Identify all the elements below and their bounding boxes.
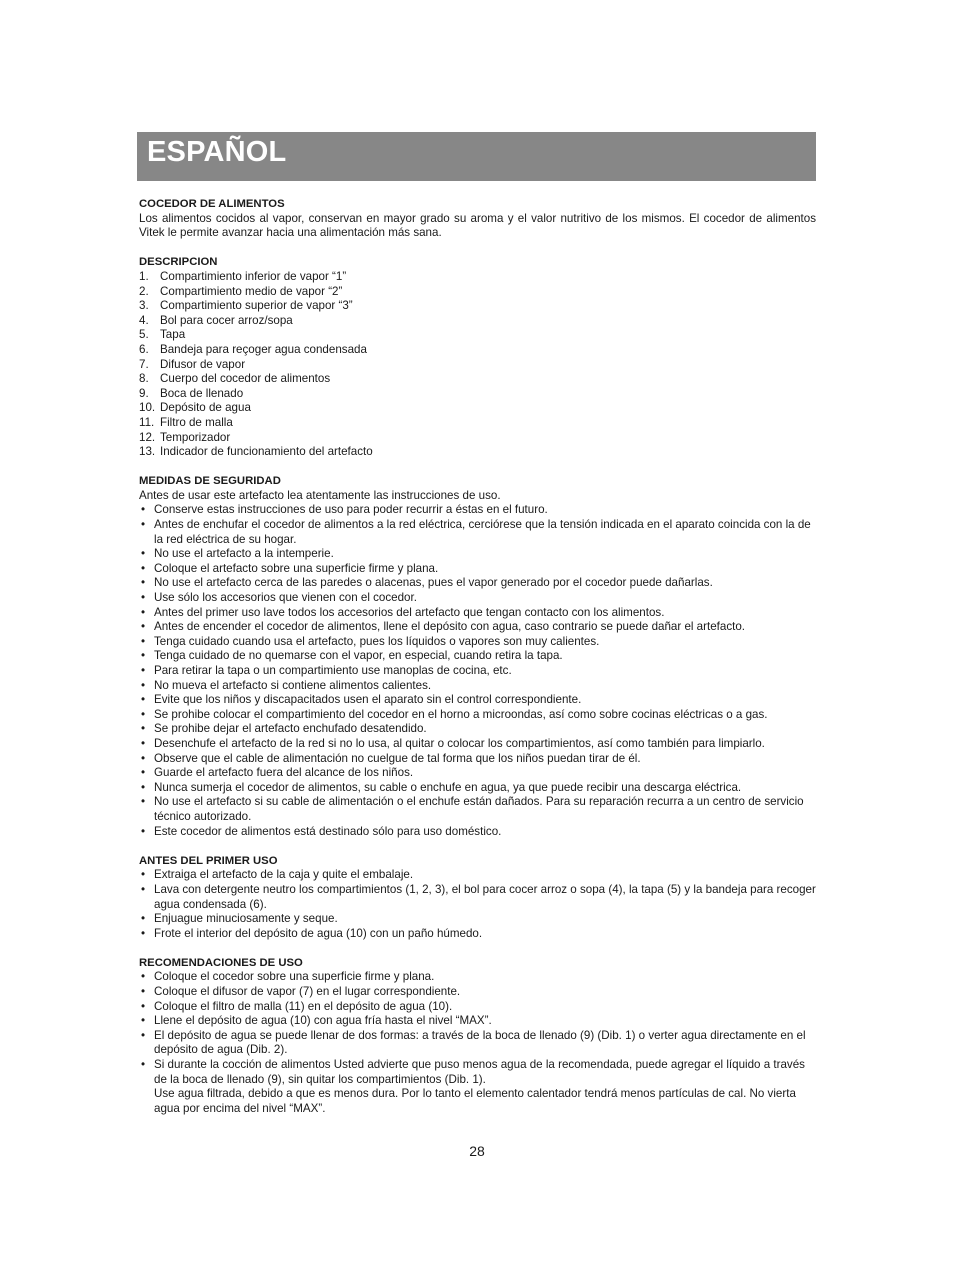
- bullet-icon: •: [141, 1058, 146, 1072]
- bullet-icon: •: [141, 985, 146, 999]
- item-text: Boca de llenado: [160, 386, 244, 400]
- list-item: [139, 970, 816, 985]
- item-text: Difusor de vapor: [160, 357, 246, 371]
- bullet-icon: •: [141, 707, 146, 721]
- bullet-icon: •: [141, 751, 146, 765]
- item-text: Desenchufe el artefacto de la red si no lo usa, al quitar o colocar los compartimientos, así como también para limpiarlo.: [154, 736, 765, 750]
- bullet-icon: •: [141, 795, 146, 809]
- list-item: [139, 752, 816, 767]
- item-number: 4.: [139, 313, 149, 327]
- item-text: No use el artefacto cerca de las paredes o alacenas, pues el vapor generado por el cocedor puede dañarlas.: [154, 576, 713, 590]
- item-text: Coloque el artefacto sobre una superficie firme y plana.: [154, 561, 439, 575]
- section-recomendaciones: [139, 956, 816, 1117]
- list-item: [139, 781, 816, 796]
- list-item: [139, 664, 816, 679]
- language-title: ESPAÑOL: [147, 136, 287, 168]
- bullet-icon: •: [141, 518, 146, 532]
- section-primer-uso: [139, 854, 816, 942]
- bullet-icon: •: [141, 780, 146, 794]
- list-item: [139, 825, 816, 840]
- item-number: 13.: [139, 445, 156, 459]
- list-item: [139, 343, 816, 358]
- section-heading: COCEDOR DE ALIMENTOS: [139, 198, 285, 210]
- item-number: 6.: [139, 342, 149, 356]
- item-number: 3.: [139, 299, 149, 313]
- list-item: [139, 270, 816, 285]
- list-item: [139, 314, 816, 329]
- item-text: Bol para cocer arroz/sopa: [160, 313, 293, 327]
- item-text: Llene el depósito de agua (10) con agua fría hasta el nivel “MAX”.: [154, 1014, 492, 1028]
- list-item: [139, 299, 816, 314]
- item-text: Este cocedor de alimentos está destinado sólo para uso doméstico.: [154, 824, 502, 838]
- bullet-icon: •: [141, 736, 146, 750]
- section-heading: RECOMENDACIONES DE USO: [139, 956, 303, 969]
- item-number: 11.: [139, 415, 155, 429]
- bullet-icon: •: [141, 926, 146, 940]
- list-item: [139, 285, 816, 300]
- item-number: 5.: [139, 328, 149, 342]
- list-item: [139, 445, 816, 460]
- first-use-list: [139, 868, 816, 941]
- bullet-icon: •: [141, 605, 146, 619]
- item-text: No use el artefacto a la intemperie.: [154, 547, 334, 561]
- bullet-icon: •: [141, 678, 146, 692]
- bullet-icon: •: [141, 882, 146, 896]
- bullet-icon: •: [141, 824, 146, 838]
- list-item: [139, 1029, 816, 1058]
- item-text: Evite que los niños y discapacitados usen el aparato sin el control correspondiente.: [154, 693, 582, 707]
- list-item: [139, 883, 816, 912]
- item-text: Guarde el artefacto fuera del alcance de los niños.: [154, 766, 414, 780]
- section-intro: Antes de usar este artefacto lea atentamente las instrucciones de uso.: [139, 488, 501, 502]
- item-text: Tenga cuidado cuando usa el artefacto, pues los líquidos o vapores son muy calientes.: [154, 634, 600, 648]
- language-banner: [137, 132, 816, 181]
- document-body: [139, 197, 816, 1131]
- item-number: 7.: [139, 357, 149, 371]
- section-paragraph: Los alimentos cocidos al vapor, conservan en mayor grado su aroma y el valor nutritivo de los mismos. El cocedor de alimentos Vitek le permite avanzar hacia una alimentación más sana.: [139, 211, 816, 240]
- item-text: Cuerpo del cocedor de alimentos: [160, 372, 331, 386]
- item-number: 8.: [139, 372, 149, 386]
- list-item: [139, 766, 816, 781]
- item-text: Compartimiento medio de vapor “2”: [160, 284, 343, 298]
- item-text: Para retirar la tapa o un compartimiento use manoplas de cocina, etc.: [154, 664, 512, 677]
- item-number: 1.: [139, 269, 149, 283]
- item-text: No use el artefacto si su cable de alimentación o el enchufe están dañados. Para su reparación recurra a un centro de servicio técnico autorizado.: [154, 795, 804, 823]
- list-item: [139, 503, 816, 518]
- item-text: Si durante la cocción de alimentos Usted advierte que puso menos agua de la recomendada, puede agregar el líquido a través de la boca de llenado (9), sin quitar los compartimientos (Dib. 1).: [154, 1058, 805, 1086]
- item-text: Coloque el filtro de malla (11) en el depósito de agua (10).: [154, 999, 453, 1013]
- item-number: 12.: [139, 430, 156, 444]
- list-item: [139, 387, 816, 402]
- bullet-icon: •: [141, 999, 146, 1013]
- bullet-icon: •: [141, 576, 146, 590]
- item-text: Frote el interior del depósito de agua (10) con un paño húmedo.: [154, 926, 483, 940]
- list-item: [139, 518, 816, 547]
- item-text: Conserve estas instrucciones de uso para poder recurrir a éstas en el futuro.: [154, 503, 548, 517]
- list-item: [139, 431, 816, 446]
- list-item: [139, 358, 816, 373]
- item-text: Antes del primer uso lave todos los accesorios del artefacto que tengan contacto con los alimentos.: [154, 605, 665, 619]
- item-number: 2.: [139, 284, 149, 298]
- section-heading: DESCRIPCION: [139, 256, 218, 269]
- list-item: [139, 635, 816, 650]
- item-text: Indicador de funcionamiento del artefacto: [160, 445, 373, 459]
- item-text: Tapa: [160, 328, 186, 342]
- item-text: Compartimiento superior de vapor “3”: [160, 299, 353, 313]
- list-item: [139, 547, 816, 562]
- list-item: [139, 927, 816, 942]
- section-descripcion: [139, 255, 816, 459]
- list-item: [139, 722, 816, 737]
- section-cocedor: [139, 197, 816, 241]
- bullet-icon: •: [141, 649, 146, 663]
- item-text: Bandeja para reçoger agua condensada: [160, 342, 367, 356]
- item-text: Temporizador: [160, 430, 231, 444]
- item-text: No mueva el artefacto si contiene alimentos calientes.: [154, 678, 432, 692]
- bullet-icon: •: [141, 868, 146, 882]
- list-item: [139, 868, 816, 883]
- bullet-icon: •: [141, 547, 146, 561]
- bullet-icon: •: [141, 591, 146, 605]
- bullet-icon: •: [141, 503, 146, 517]
- list-item: [139, 679, 816, 694]
- list-item: [139, 985, 816, 1000]
- list-item: [139, 1014, 816, 1029]
- bullet-icon: •: [141, 561, 146, 575]
- item-text: Coloque el cocedor sobre una superficie firme y plana.: [154, 970, 435, 984]
- list-item: [139, 1058, 816, 1087]
- list-item: [139, 401, 816, 416]
- list-item: [139, 606, 816, 621]
- item-text: Nunca sumerja el cocedor de alimentos, su cable o enchufe en agua, ya que puede recibir una descarga eléctrica.: [154, 780, 742, 794]
- bullet-icon: •: [141, 970, 146, 984]
- section-heading: MEDIDAS DE SEGURIDAD: [139, 475, 281, 488]
- page-number: 28: [469, 1143, 485, 1159]
- bullet-icon: •: [141, 620, 146, 634]
- item-text: Observe que el cable de alimentación no cuelgue de tal forma que los niños puedan tirar de él.: [154, 751, 641, 765]
- section-heading: ANTES DEL PRIMER USO: [139, 854, 278, 867]
- bullet-icon: •: [141, 1028, 146, 1042]
- bullet-icon: •: [141, 1014, 146, 1028]
- item-text: Coloque el difusor de vapor (7) en el lugar correspondiente.: [154, 985, 461, 999]
- item-text: Extraiga el artefacto de la caja y quite el embalaje.: [154, 868, 414, 882]
- bullet-icon: •: [141, 634, 146, 648]
- usage-list: [139, 970, 816, 1087]
- item-number: 9.: [139, 386, 149, 400]
- list-item: [139, 795, 816, 824]
- bullet-icon: •: [141, 722, 146, 736]
- list-item: [139, 591, 816, 606]
- section-seguridad: [139, 474, 816, 839]
- list-item: [139, 693, 816, 708]
- item-text: Se prohibe dejar el artefacto enchufado desatendido.: [154, 722, 427, 736]
- item-text: Compartimiento inferior de vapor “1”: [160, 269, 347, 283]
- item-text: Tenga cuidado de no quemarse con el vapor, en especial, cuando retira la tapa.: [154, 649, 563, 663]
- safety-list: [139, 503, 816, 839]
- list-item: [139, 562, 816, 577]
- usage-note: Use agua filtrada, debido a que es menos dura. Por lo tanto el elemento calentador tendrá menos partículas de cal. No vierta agua por encima del nivel “MAX”.: [154, 1087, 796, 1115]
- list-item: [139, 708, 816, 723]
- bullet-icon: •: [141, 693, 146, 707]
- item-text: Depósito de agua: [160, 401, 251, 415]
- parts-list: [139, 270, 816, 460]
- item-text: Antes de encender el cocedor de alimentos, llene el depósito con agua, caso contrario se puede dañar el artefacto.: [154, 620, 746, 634]
- item-text: Filtro de malla: [160, 415, 233, 429]
- bullet-icon: •: [141, 664, 146, 677]
- item-text: Enjuague minuciosamente y seque.: [154, 912, 338, 926]
- item-text: Lava con detergente neutro los compartimientos (1, 2, 3), el bol para cocer arroz o sopa (4), la tapa (5) y la bandeja para recoger agua condensada (6).: [154, 882, 816, 911]
- list-item: [139, 576, 816, 591]
- item-text: El depósito de agua se puede llenar de dos formas: a través de la boca de llenado (9) (Dib. 1) o verter agua directamente en el depósito de agua (Dib. 2).: [154, 1028, 806, 1057]
- bullet-icon: •: [141, 766, 146, 780]
- list-item: [139, 737, 816, 752]
- item-text: Se prohibe colocar el compartimiento del cocedor en el horno a microondas, así como sobre cocinas eléctricas o a gas.: [154, 707, 768, 721]
- list-item: [139, 912, 816, 927]
- list-item: [139, 1000, 816, 1015]
- list-item: [139, 328, 816, 343]
- item-text: Antes de enchufar el cocedor de alimentos a la red eléctrica, cerciórese que la tensión indicada en el aparato coincida con la de la red eléctrica de su hogar.: [154, 518, 811, 546]
- list-item: [139, 620, 816, 635]
- list-item: [139, 416, 816, 431]
- list-item: [139, 372, 816, 387]
- item-number: 10.: [139, 401, 156, 415]
- list-item: [139, 649, 816, 664]
- bullet-icon: •: [141, 912, 146, 926]
- item-text: Use sólo los accesorios que vienen con el cocedor.: [154, 591, 417, 605]
